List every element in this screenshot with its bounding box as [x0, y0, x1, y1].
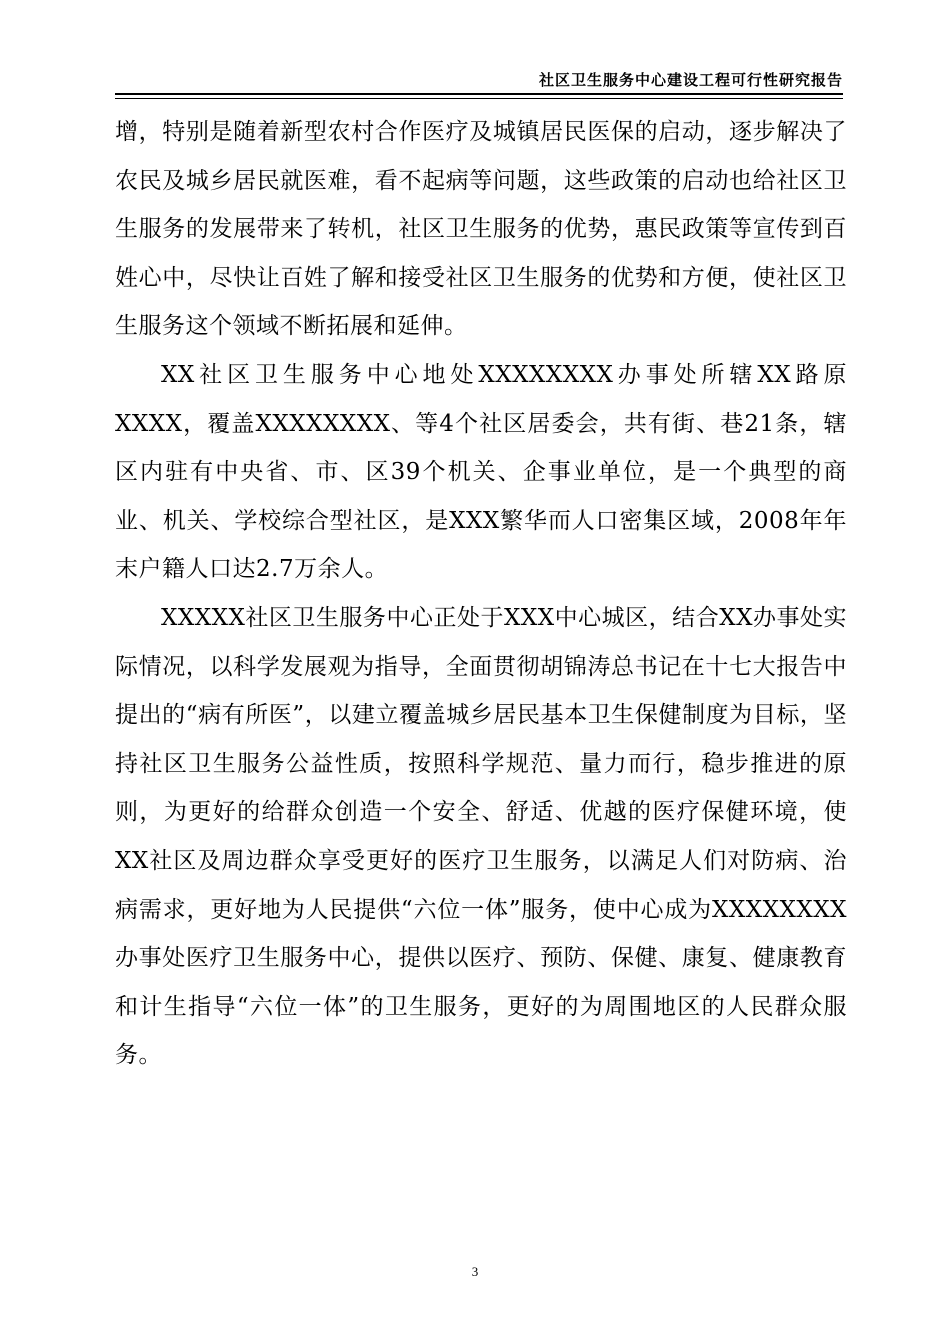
- paragraph-continued: 增，特别是随着新型农村合作医疗及城镇居民医保的启动，逐步解决了农民及城乡居民就医难，看不起病等问题，这些政策的启动也给社区卫生服务的发展带来了转机，社区卫生服务的优势，惠民政策等宣传到百姓心中，尽快让百姓了解和接受社区卫生服务的优势和方便，使社区卫生服务这个领域不断拓展和延伸。: [115, 119, 847, 340]
- header-rule-thick: [115, 93, 843, 95]
- page-number: 3: [471, 1264, 479, 1279]
- header-rule-thin: [115, 98, 843, 99]
- paragraph-location: XX社区卫生服务中心地处XXXXXXXX办事处所辖XX路原XXXX，覆盖XXXXXXXX、等4个社区居委会，共有街、巷21条，辖区内驻有中央省、市、区39个机关、企事业单位，是一个典型的商业、机关、学校综合型社区，是XXX繁华而人口密集区域，2008年年末户籍人口达2.7万余人。: [115, 361, 847, 583]
- body-text: [115, 108, 847, 1080]
- running-header-title: 社区卫生服务中心建设工程可行性研究报告: [538, 71, 843, 89]
- paragraph-mission: XXXXX社区卫生服务中心正处于XXX中心城区，结合XX办事处实际情况，以科学发展观为指导，全面贯彻胡锦涛总书记在十七大报告中提出的“病有所医”，以建立覆盖城乡居民基本卫生保健制度为目标，坚持社区卫生服务公益性质，按照科学规范、量力而行，稳步推进的原则，为更好的给群众创造一个安全、舒适、优越的医疗保健环境，使XX社区及周边群众享受更好的医疗卫生服务，以满足人们对防病、治病需求，更好地为人民提供“六位一体”服务，使中心成为XXXXXXXX办事处医疗卫生服务中心，提供以医疗、预防、保健、康复、健康教育和计生指导“六位一体”的卫生服务，更好的为周围地区的人民群众服务。: [115, 604, 847, 1069]
